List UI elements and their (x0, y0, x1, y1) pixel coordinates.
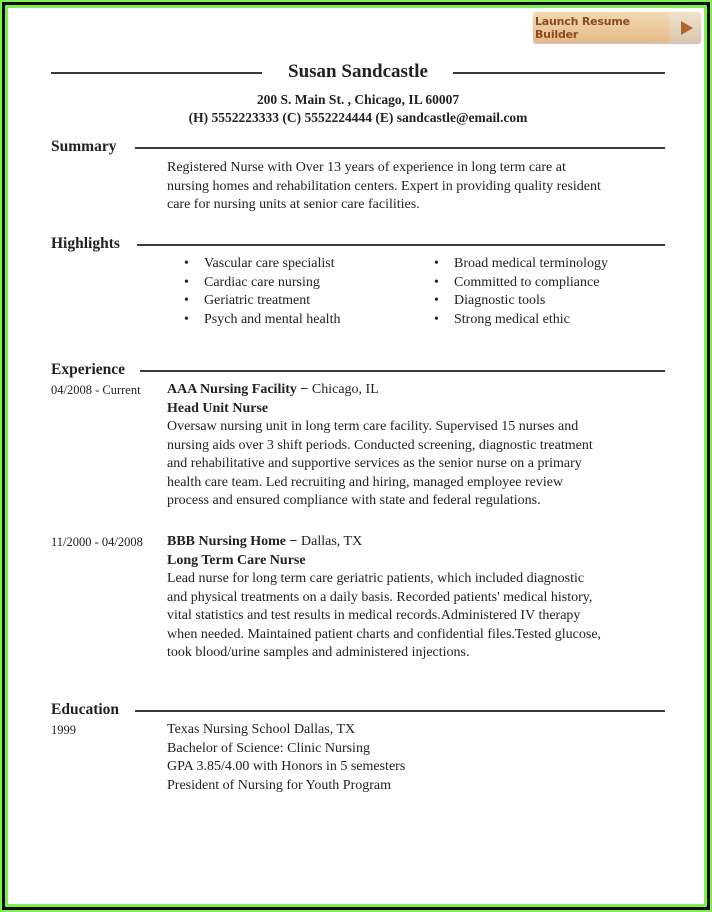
summary-text (167, 159, 667, 215)
bullet-icon: • (434, 311, 439, 327)
job-location: Dallas, TX (301, 534, 363, 549)
job-description-line: process and ensured compliance with state and federal regulations. (167, 493, 541, 508)
job-description-line: health care team. Led recruiting and hiring, managed employee review (167, 474, 564, 490)
education-entry (167, 721, 667, 795)
text-fragment: Broad medical terminology (454, 256, 608, 271)
text-fragment: Geriatric treatment (204, 293, 311, 308)
launch-button-label: Launch Resume Builder (535, 14, 630, 41)
job-description-line: vital statistics and test results in medical records.Administered IV therapy (167, 608, 581, 623)
job-role: Head Unit Nurse (167, 400, 269, 416)
job-entry (167, 533, 667, 663)
education-line: President of Nursing for Youth Program (167, 777, 391, 793)
highlight-item (184, 292, 340, 311)
bullet-icon: • (434, 256, 439, 271)
text-fragment: Diagnostic tools (454, 293, 546, 308)
job-role: Long Term Care Nurse (167, 552, 306, 568)
highlight-item (434, 274, 608, 293)
summary-line: nursing homes and rehabilitation centers. Expert in providing quality resident (167, 178, 601, 194)
employer: AAA Nursing Facility (167, 382, 297, 397)
job-description-line: and rehabilitative and supportive services as the senior nurse on a primary (167, 456, 582, 471)
summary-line: Registered Nurse with Over 13 years of experience in long term care at (167, 160, 566, 175)
text-fragment: − (300, 382, 309, 397)
job-heading (167, 381, 667, 400)
highlight-item (184, 255, 340, 274)
education-title: Education (51, 701, 120, 718)
job-description-line: Lead nurse for long term care geriatric patients, which included diagnostic (167, 571, 585, 586)
name-rule-right (453, 72, 665, 74)
highlight-item (434, 311, 608, 330)
education-section-header (51, 701, 665, 721)
education-line: GPA 3.85/4.00 with Honors in 5 semesters (167, 759, 406, 774)
education-year: 1999 (51, 723, 76, 737)
text-fragment: Psych and mental health (204, 311, 341, 327)
section-rule (135, 147, 665, 149)
bullet-icon: • (184, 311, 189, 327)
section-rule (137, 244, 665, 246)
experience-title: Experience (51, 361, 126, 378)
highlight-item (434, 255, 608, 274)
highlight-item (184, 274, 340, 293)
section-rule (135, 710, 665, 712)
employer: BBB Nursing Home (167, 534, 287, 549)
education-line: Bachelor of Science: Clinic Nursing (167, 740, 370, 756)
text-fragment: Strong medical ethic (454, 311, 570, 327)
job-entry (167, 381, 667, 511)
bullet-icon: • (434, 293, 439, 308)
job-description-line: and physical treatments on a daily basis. Recorded patients' medical history, (167, 589, 593, 605)
experience-section-header (51, 361, 665, 381)
job-dates: 11/2000 - 04/2008 (51, 535, 143, 549)
highlights-title: Highlights (51, 235, 120, 252)
job-description-line: nursing aids over 3 shift periods. Conducted screening, diagnostic treatment (167, 437, 593, 453)
text-fragment: Committed to compliance (454, 274, 600, 290)
summary-line: care for nursing units at senior care facilities. (167, 197, 420, 212)
highlights-section-header (51, 235, 665, 255)
bullet-icon: • (184, 293, 189, 308)
bullet-icon: • (434, 274, 439, 290)
job-description-line: when needed. Maintained patient charts and confidential files.Tested glucose, (167, 626, 602, 642)
text-fragment: Cardiac care nursing (204, 274, 320, 290)
highlights-right-list (434, 255, 608, 329)
candidate-name: Susan Sandcastle (288, 61, 428, 82)
job-dates: 04/2008 - Current (51, 383, 141, 397)
play-arrow-icon (669, 12, 701, 43)
section-rule (140, 370, 665, 372)
launch-resume-builder-button[interactable] (533, 12, 701, 43)
contact-line: (H) 5552223333 (C) 5552224444 (E) sandcastle@email.com (188, 110, 528, 125)
job-location: Chicago, IL (311, 382, 379, 397)
summary-title: Summary (51, 138, 117, 155)
education-line: Texas Nursing School Dallas, TX (167, 722, 356, 737)
job-heading (167, 533, 667, 552)
address: 200 S. Main St. , Chicago, IL 60007 (256, 92, 460, 107)
text-fragment: Vascular care specialist (204, 256, 335, 271)
highlight-item (434, 292, 608, 311)
bullet-icon: • (184, 274, 189, 290)
text-fragment: − (289, 534, 298, 549)
bullet-icon: • (184, 256, 189, 271)
job-description-line: took blood/urine samples and administered injections. (167, 645, 470, 660)
highlights-left-list (184, 255, 340, 329)
highlight-item (184, 311, 340, 330)
summary-section-header (51, 138, 665, 158)
name-header (51, 61, 665, 85)
job-description-line: Oversaw nursing unit in long term care facility. Supervised 15 nurses and (167, 419, 579, 434)
